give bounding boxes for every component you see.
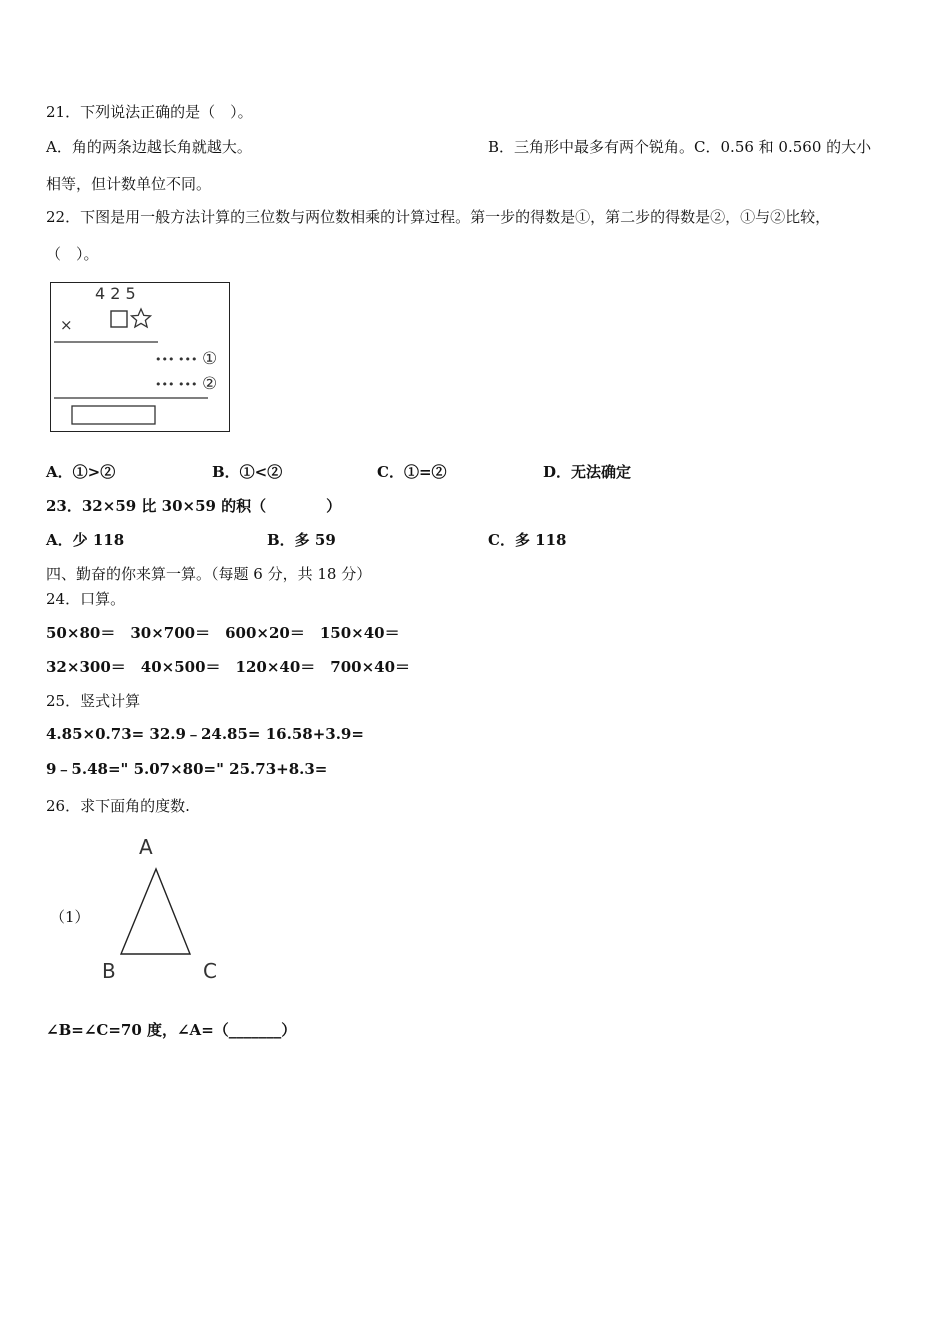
vertex-label-b: B <box>102 959 116 983</box>
partial-product-dots-1: ••• ••• <box>155 353 198 366</box>
circled-2-mark: ② <box>202 374 218 394</box>
circled-1-mark: ① <box>202 349 218 369</box>
q23-option-c: C．多 118 <box>488 531 567 549</box>
triangle-figure <box>96 833 226 988</box>
triangle-shape <box>121 869 190 954</box>
q22-option-d: D．无法确定 <box>543 463 632 481</box>
q24-row-1: 50×80＝ 30×700＝ 600×20＝ 150×40＝ <box>46 624 400 642</box>
q26-stem: 26．求下面角的度数. <box>46 797 190 815</box>
partial-product-dots-2: ••• ••• <box>155 378 198 391</box>
q25-row-2: 9﹣5.48=" 5.07×80=" 25.73+8.3= <box>46 760 328 778</box>
q23-stem: 23．32×59 比 30×59 的积（ ） <box>46 497 342 515</box>
q22-stem-blank: （ ）。 <box>46 245 99 263</box>
q21-option-b-c: B．三角形中最多有两个锐角。C．0.56 和 0.560 的大小 <box>488 138 872 156</box>
q23-option-b: B．多 59 <box>267 531 336 549</box>
vertex-label-a: A <box>139 835 153 859</box>
q26-answer: ∠B=∠C=70 度，∠A=（_______） <box>46 1021 297 1039</box>
q23-option-a: A．少 118 <box>46 531 125 549</box>
q21-stem: 21．下列说法正确的是（ ）。 <box>46 103 253 121</box>
q22-option-c: C．①=② <box>377 463 447 481</box>
q26-part-label: （1） <box>50 908 90 926</box>
q25-row-1: 4.85×0.73= 32.9﹣24.85= 16.58+3.9= <box>46 725 364 743</box>
q24-row-2: 32×300＝ 40×500＝ 120×40＝ 700×40＝ <box>46 658 411 676</box>
q24-stem: 24．口算。 <box>46 590 126 608</box>
q22-stem: 22．下图是用一般方法计算的三位数与两位数相乘的计算过程。第一步的得数是①，第二步的得数是②，①与②比较， <box>46 208 831 226</box>
q22-option-a: A．①>② <box>46 463 116 481</box>
q21-continuation: 相等，但计数单位不同。 <box>46 175 212 193</box>
section-4-title: 四、勤奋的你来算一算。（每题 6 分，共 18 分） <box>46 565 372 583</box>
times-sign: × <box>60 316 73 334</box>
vertex-label-c: C <box>203 959 217 983</box>
q25-stem: 25．竖式计算 <box>46 692 141 710</box>
multiplicand-text: 4 2 5 <box>95 284 136 303</box>
q21-option-a: A．角的两条边越长角就越大。 <box>46 138 252 156</box>
multiplication-figure <box>50 282 230 432</box>
q22-option-b: B．①<② <box>212 463 283 481</box>
